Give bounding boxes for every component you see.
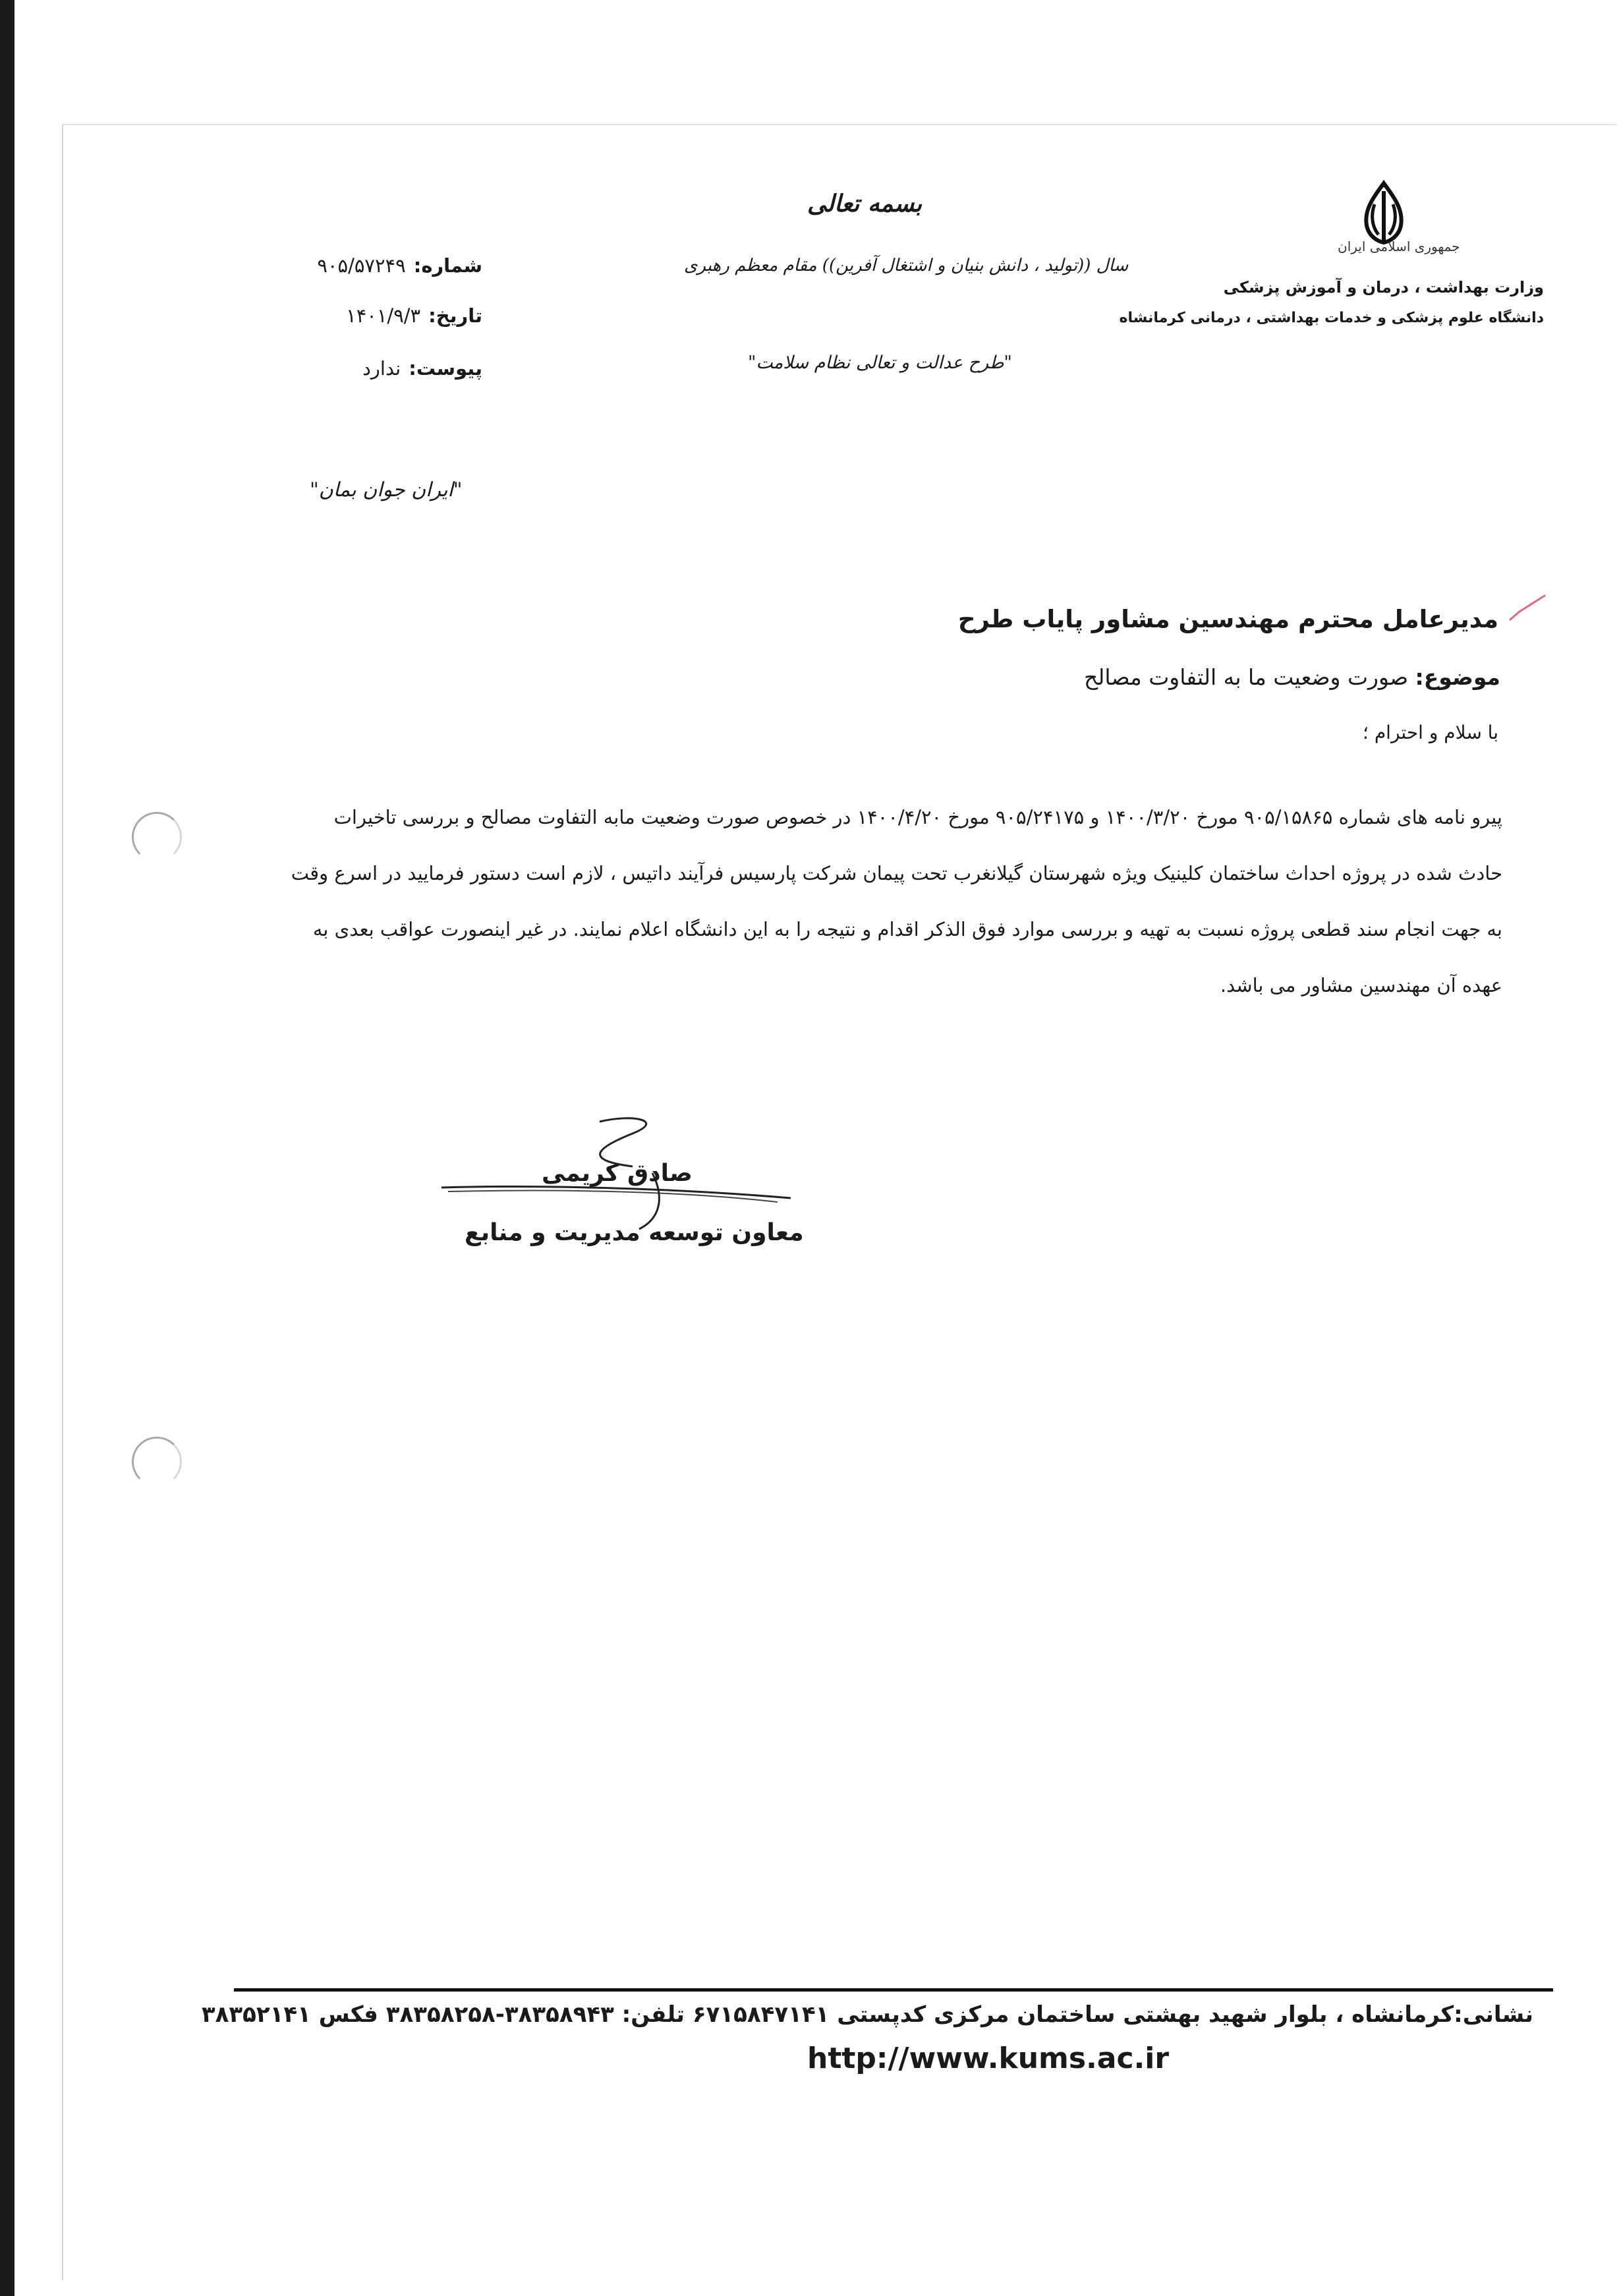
iran-young-motto: "ایران جوان بمان" [310,478,463,502]
subject-value: صورت وضعیت ما به التفاوت مصالح [1084,664,1409,690]
check-mark-icon [1508,593,1547,623]
emblem-caption: جمهوری اسلامی ایران [1338,239,1460,254]
punch-hole [132,1437,182,1487]
letter-attachment [362,357,482,380]
signer-name: صادق کریمی [542,1160,693,1187]
subject-line [1084,664,1500,690]
paper-top-edge [62,124,1617,125]
greeting: با سلام و احترام ؛ [1363,722,1498,743]
letter-date-value: ۱۴۰۱/۹/۳ [346,304,421,327]
paper-left-edge [62,125,63,2280]
body-line: پیرو نامه های شماره ۹۰۵/۱۵۸۶۵ مورخ ۱۴۰۰/۳/۲۰ و ۹۰۵/۲۴۱۷۵ مورخ ۱۴۰۰/۴/۲۰ در خصوص صورت وضعیت مابه التفاوت مصالح و بررسی تاخیرات [333,806,1502,828]
letter-attachment-label: پیوست: [409,357,482,380]
university-name: دانشگاه علوم پزشکی و خدمات بهداشتی ، درمانی کرمانشاه [1119,310,1544,326]
ministry-name: وزارت بهداشت ، درمان و آموزش پزشکی [1223,278,1544,297]
subject-label: موضوع: [1415,664,1500,690]
punch-hole [132,812,182,862]
footer-website: http://www.kums.ac.ir [807,2042,1170,2075]
footer-divider [234,1988,1553,1992]
letter-number [317,254,482,277]
scan-edge [0,0,14,2296]
signer-title: معاون توسعه مدیریت و منابع [465,1219,804,1246]
body-line: به جهت انجام سند قطعی پروژه نسبت به تهیه و بررسی موارد فوق الذکر اقدام و نتیجه را به این دانشگاه اعلام نمایند. در غیر اینصورت عواقب بعدی به [312,918,1502,940]
letter-attachment-value: ندارد [362,357,401,380]
health-plan-motto: "طرح عدالت و تعالی نظام سلامت" [748,353,1012,373]
bismillah-heading: بسمه تعالی [807,190,923,217]
letter-number-value: ۹۰۵/۵۷۲۴۹ [317,254,406,277]
letter-date-label: تاریخ: [428,304,482,327]
body-line: حادث شده در پروژه احداث ساختمان کلینیک ویژه شهرستان گیلانغرب تحت پیمان شرکت پارسیس فرآیند داتیس ، لازم است دستور فرمایید در اسرع وقت [291,862,1502,884]
year-motto: سال ((تولید ، دانش بنیان و اشتغال آفرین)) مقام معظم رهبری [684,256,1129,275]
recipient: مدیرعامل محترم مهندسین مشاور پایاب طرح [957,605,1498,633]
letter-date [346,304,482,327]
footer-address: نشانی:کرمانشاه ، بلوار شهید بهشتی ساختمان مرکزی کدپستی ۶۷۱۵۸۴۷۱۴۱ تلفن: ۳۸۳۵۸۹۴۳-۳۸۳۵۸۲۵۸ فکس ۳۸۳۵۲۱۴۱ [201,2001,1533,2028]
letter-number-label: شماره: [413,254,482,277]
body-line: عهده آن مهندسین مشاور می باشد. [1220,974,1502,996]
letter-body [264,789,1502,1014]
